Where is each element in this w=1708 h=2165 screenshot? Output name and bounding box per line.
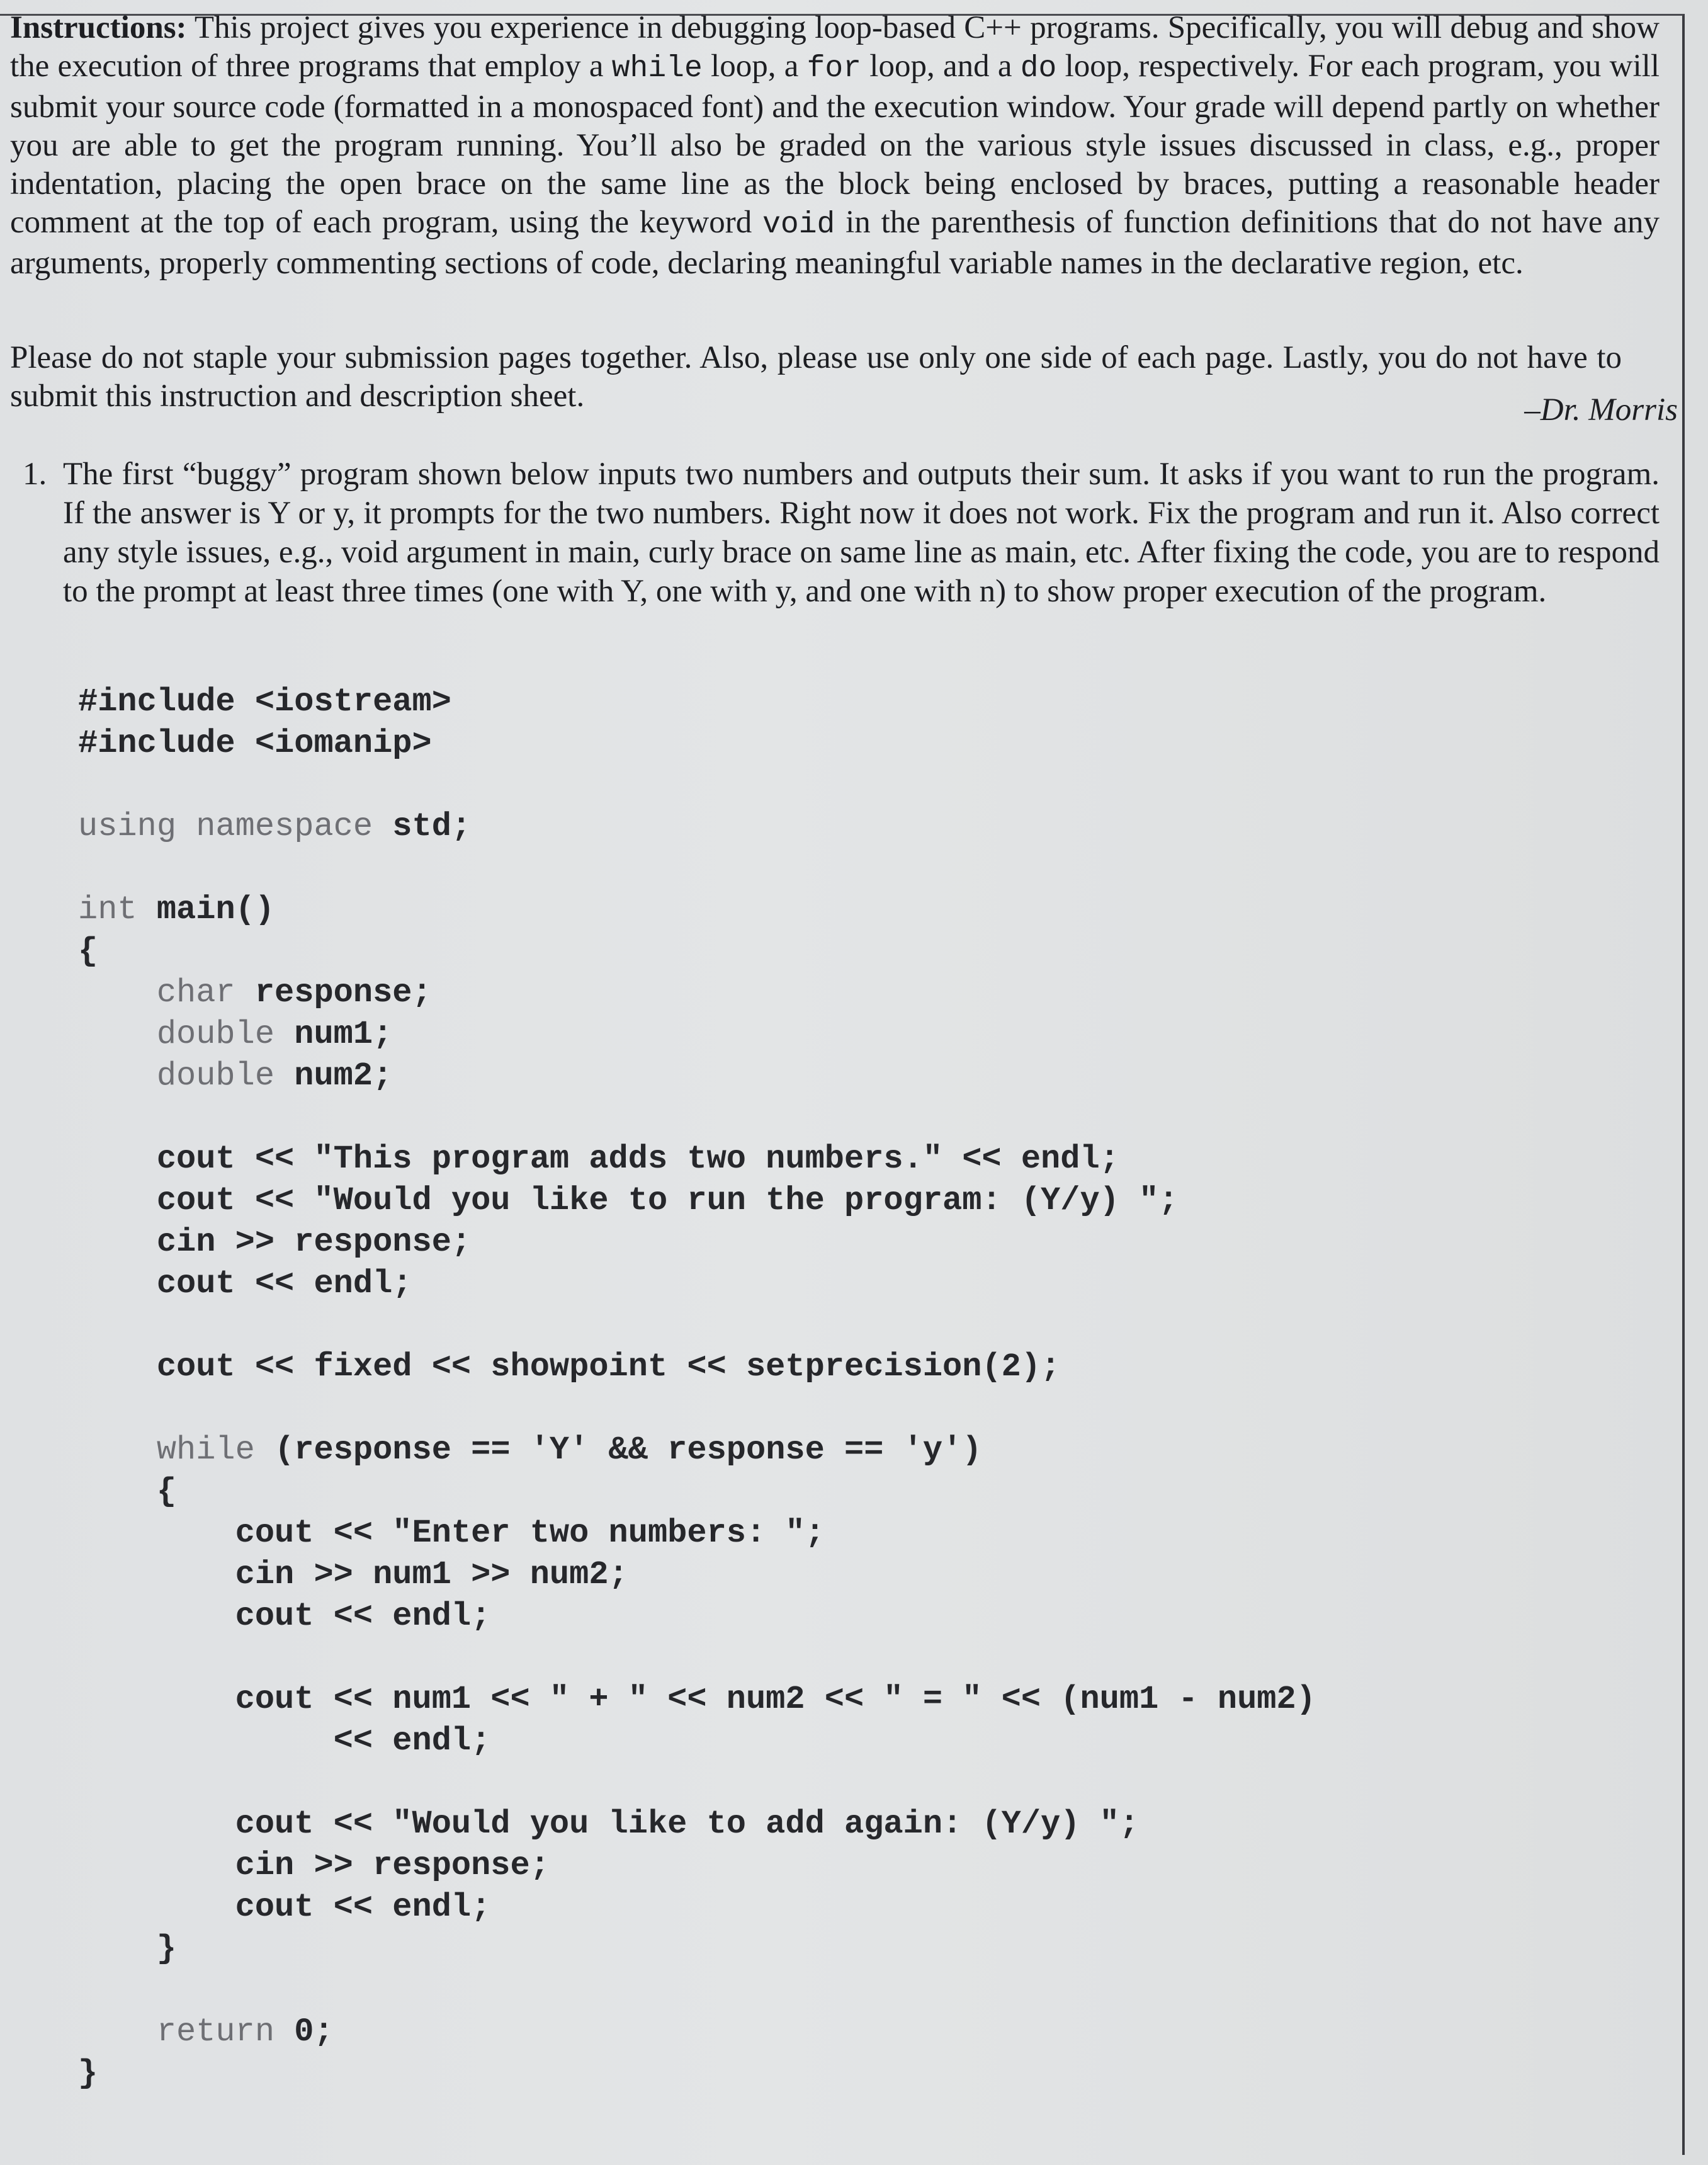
code-keyword: double: [78, 1016, 275, 1053]
signature: –Dr. Morris: [1524, 392, 1678, 428]
code-line: << endl;: [78, 1722, 491, 1759]
code-line: response;: [235, 974, 432, 1011]
code-line: {: [78, 1473, 177, 1510]
code-line: main(): [137, 891, 275, 928]
code-line: {: [78, 933, 98, 970]
code-line: #include <iostream>: [78, 683, 451, 720]
keyword-for: for: [806, 52, 862, 86]
code-line: 0;: [274, 2013, 334, 2050]
submission-notes: [10, 339, 1622, 416]
code-keyword: int: [78, 891, 137, 928]
code-line: cout << endl;: [78, 1265, 412, 1302]
instructions-text-1: This project gives you experience in debugging loop-based C++ programs. Specifically, you will debug and show the execution of three programs that employ a: [10, 10, 1660, 84]
instructions-text-4: loop, respectively. For each program, you will submit your source code (formatted in a monospaced font) and the execution window. Your grade will depend partly on whether you are able to get the program running. You’ll also be graded on the various style issues discussed in class, e.g., proper indentation, placing the open brace on the same line as the block being enclosed by braces, putting a reasonable header comment at the top of each program, using the keyword: [10, 48, 1660, 240]
code-keyword: return: [78, 2013, 275, 2050]
code-line: cout << "Would you like to add again: (Y/y) ";: [78, 1805, 1140, 1843]
code-line: cin >> response;: [78, 1224, 472, 1261]
code-line: cout << endl;: [78, 1598, 491, 1635]
code-line: cout << fixed << showpoint << setprecision(2);: [78, 1348, 1061, 1385]
code-line: num2;: [274, 1057, 393, 1094]
code-line: std;: [373, 808, 472, 845]
code-keyword: double: [78, 1057, 275, 1094]
instructions-text-3: loop, and a: [861, 48, 1021, 84]
code-line: #include <iomanip>: [78, 725, 432, 762]
code-keyword: while: [78, 1431, 255, 1469]
code-line: cout << num1 << " + " << num2 << " = " << (num1 - num2): [78, 1681, 1316, 1718]
code-line: cin >> num1 >> num2;: [78, 1556, 628, 1593]
code-line: }: [78, 1930, 177, 1967]
code-keyword: using namespace: [78, 808, 373, 845]
instructions-label: Instructions:: [10, 10, 187, 45]
problem-number: 1.: [23, 457, 47, 492]
code-line: cout << endl;: [78, 1889, 491, 1926]
code-line: }: [78, 2055, 98, 2092]
keyword-void: void: [762, 208, 835, 242]
code-line: cout << "Enter two numbers: ";: [78, 1514, 825, 1552]
keyword-do: do: [1020, 52, 1057, 86]
problem-text: The first “buggy” program shown below inputs two numbers and outputs their sum. It asks if you want to run the program. If the answer is Y or y, it prompts for the two numbers. Right now it does not work. Fix the program and run it. Also correct any style issues, e.g., void argument in main, curly brace on same line as main, etc. After fixing the code, you are to respond to the prompt at least three times (one with Y, one with y, and one with n) to show proper execution of the program.: [63, 457, 1660, 609]
problem-1: [23, 455, 1660, 611]
code-line: cout << "This program adds two numbers." << endl;: [78, 1140, 1119, 1178]
instructions-text-5: in the parenthesis of function definitions that do not have any arguments, properly commenting sections of code, declaring meaningful variable names in the declarative region, etc.: [10, 205, 1660, 281]
instructions-text-2: loop, a: [702, 48, 807, 84]
code-keyword: char: [78, 974, 235, 1011]
code-listing: [78, 681, 1316, 2094]
code-line: num1;: [274, 1016, 393, 1053]
keyword-while: while: [611, 52, 703, 86]
code-line: cout << "Would you like to run the program: (Y/y) ";: [78, 1182, 1179, 1219]
instructions-paragraph: [10, 9, 1660, 283]
code-line: (response == 'Y' && response == 'y'): [254, 1431, 982, 1469]
code-line: cin >> response;: [78, 1847, 550, 1884]
notes-text: Please do not staple your submission pages together. Also, please use only one side of each page. Lastly, you do not have to submit this instruction and description sheet.: [10, 340, 1622, 414]
